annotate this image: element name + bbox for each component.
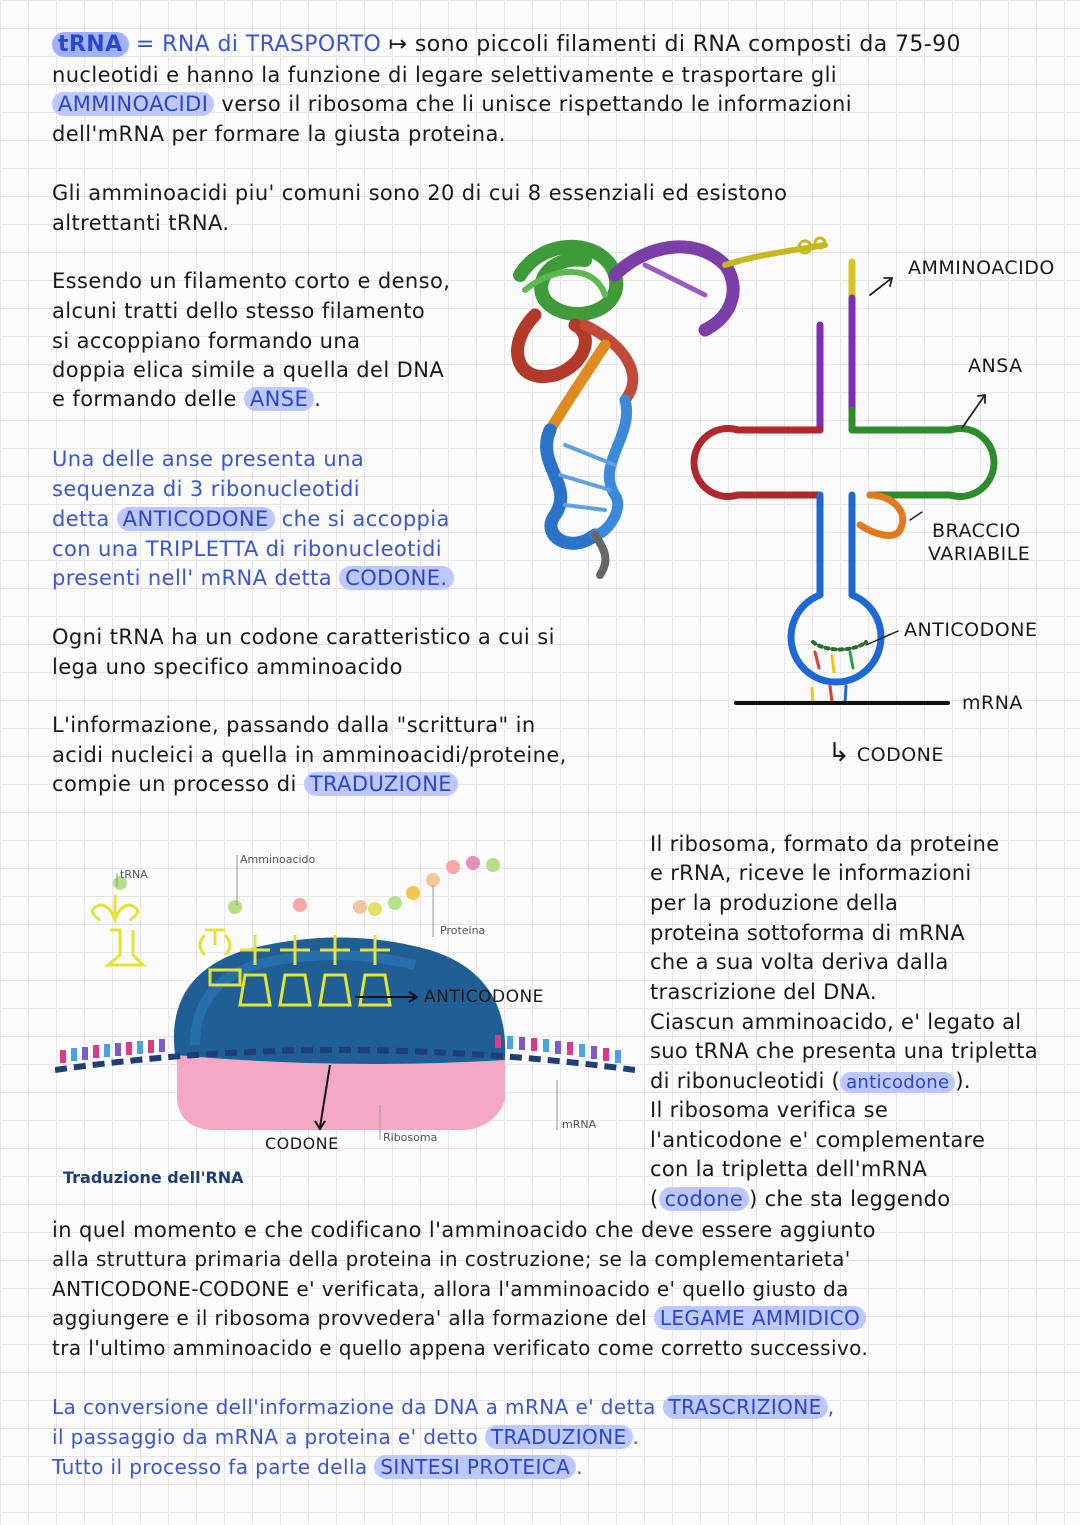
- bottom-line-5: tra l'ultimo amminoacido e quello appena verificato come corretto successivo.: [52, 1336, 869, 1360]
- label-variabile: VARIABILE: [928, 543, 1031, 565]
- bottom-line-3: ANTICODONE-CODONE e' verificata, allora l'amminoacido e' quello giusto da: [52, 1277, 849, 1301]
- right-line-3: per la produzione della: [650, 891, 899, 915]
- fig-label-ribosoma: Ribosoma: [383, 1131, 438, 1144]
- para6-line-3: compie un processo di TRADUZIONE: [52, 769, 458, 799]
- para3-line-1: Essendo un filamento corto e denso,: [52, 269, 451, 293]
- legame-ammidico-highlight: LEGAME AMMIDICO: [654, 1306, 866, 1330]
- t-arm: [852, 410, 994, 497]
- fig-label-codone: CODONE: [265, 1134, 339, 1153]
- trascrizione-highlight: TRASCRIZIONE: [663, 1395, 828, 1419]
- para6-line-2: acidi nucleici a quella in amminoacidi/proteine,: [52, 743, 567, 767]
- para4-line-3: detta ANTICODONE che si accoppia: [52, 507, 450, 531]
- final-line-2: il passaggio da mRNA a proteina e' detto TRADUZIONE .: [52, 1425, 640, 1449]
- fig-caption: Traduzione dell'RNA: [63, 1168, 244, 1187]
- right-line-2: e rRNA, riceve le informazioni: [650, 861, 972, 885]
- final-line-3: Tutto il processo fa parte della SINTESI PROTEICA .: [52, 1455, 583, 1479]
- variable-arm: [860, 495, 903, 535]
- ribosome-translation-figure: [55, 845, 635, 1190]
- label-mrna: mRNA: [962, 692, 1023, 714]
- fig-label-amminoacido: Amminoacido: [240, 853, 316, 866]
- label-anticodone: ANTICODONE: [904, 619, 1038, 641]
- intro-line-2: nucleotidi e hanno la funzione di legare selettivamente e trasportare gli: [52, 63, 838, 87]
- para4-line-2: sequenza di 3 ribonucleotidi: [52, 477, 361, 501]
- para6-line-1: L'informazione, passando dalla "scrittura" in: [52, 713, 536, 737]
- para3-line-3: si accoppiano formando una: [52, 329, 361, 353]
- anticodone-highlight: ANTICODONE: [117, 507, 275, 531]
- label-amminoacido: AMMINOACIDO: [908, 257, 1055, 279]
- traduzione-final-highlight: TRADUZIONE: [485, 1425, 633, 1449]
- codone-highlight: CODONE.: [339, 566, 453, 590]
- para3-line-2: alcuni tratti dello stesso filamento: [52, 299, 426, 323]
- right-line-9: di ribonucleotidi ( anticodone ).: [650, 1069, 971, 1093]
- intro-line-3: AMMINOACIDI verso il ribosoma che li unisce rispettando le informazioni: [52, 89, 852, 119]
- fig-label-proteina: Proteina: [440, 924, 486, 937]
- right-line-12: con la tripletta dell'mRNA: [650, 1157, 928, 1181]
- final-line-1: La conversione dell'informazione da DNA a mRNA e' detta TRASCRIZIONE ,: [52, 1395, 835, 1419]
- codone-inline-highlight: codone: [659, 1187, 750, 1211]
- para5-line-2: lega uno specifico amminoacido: [52, 655, 403, 679]
- para2-line-2: altrettanti tRNA.: [52, 211, 230, 235]
- label-codone: ↳ CODONE: [828, 738, 944, 768]
- right-line-1: Il ribosoma, formato da proteine: [650, 832, 1000, 856]
- bottom-line-4: aggiungere e il ribosoma provvedera' alla formazione del LEGAME AMMIDICO: [52, 1303, 866, 1333]
- intro-line-4: dell'mRNA per formare la giusta proteina.: [52, 122, 506, 146]
- intro-line-1: tRNA = RNA di TRASPORTO ↦ sono piccoli filamenti di RNA composti da 75-90: [52, 30, 961, 60]
- fig-label-trna: tRNA: [120, 868, 148, 881]
- right-line-10: Il ribosoma verifica se: [650, 1098, 889, 1122]
- fig-label-anticodone: ANTICODONE: [424, 987, 544, 1007]
- traduzione-highlight: TRADUZIONE: [304, 772, 458, 796]
- para4-line-4: con una TRIPLETTA di ribonucleotidi: [52, 537, 442, 561]
- amminoacidi-highlight: AMMINOACIDI: [52, 92, 214, 116]
- label-ansa: ANSA: [968, 355, 1023, 377]
- para2-line-1: Gli amminoacidi piu' comuni sono 20 di cui 8 essenziali ed esistono: [52, 181, 788, 205]
- right-line-8: suo tRNA che presenta una tripletta: [650, 1039, 1038, 1063]
- sintesi-proteica-highlight: SINTESI PROTEICA: [374, 1455, 576, 1479]
- right-line-11: l'anticodone e' complementare: [650, 1128, 986, 1152]
- anticodon-arm: [791, 495, 881, 682]
- para4-line-1: Una delle anse presenta una: [52, 447, 365, 471]
- acceptor-stem: [820, 298, 852, 430]
- label-braccio: BRACCIO: [932, 520, 1021, 542]
- right-line-13: ( codone ) che sta leggendo: [650, 1187, 951, 1211]
- trna-term: tRNA: [52, 32, 129, 57]
- fig-label-mrna: mRNA: [562, 1118, 597, 1131]
- d-arm: [694, 429, 820, 497]
- para4-line-5: presenti nell' mRNA detta CODONE.: [52, 563, 454, 593]
- para3-line-4: doppia elica simile a quella del DNA: [52, 358, 445, 382]
- bottom-line-1: in quel momento e che codificano l'amminoacido che deve essere aggiunto: [52, 1218, 876, 1242]
- right-line-4: proteina sottoforma di mRNA: [650, 921, 965, 945]
- right-line-5: che a sua volta deriva dalla: [650, 950, 949, 974]
- trna-schematic-diagram: [670, 250, 1020, 720]
- anticodone-inline-highlight: anticodone: [840, 1072, 955, 1093]
- right-line-6: trascrizione del DNA.: [650, 980, 877, 1004]
- para5-line-1: Ogni tRNA ha un codone caratteristico a cui si: [52, 625, 555, 649]
- bottom-line-2: alla struttura primaria della proteina in costruzione; se la complementarieta': [52, 1247, 851, 1271]
- anse-highlight: ANSE: [244, 387, 314, 411]
- right-line-7: Ciascun amminoacido, e' legato al: [650, 1010, 1022, 1034]
- para3-line-5: e formando delle ANSE .: [52, 387, 322, 411]
